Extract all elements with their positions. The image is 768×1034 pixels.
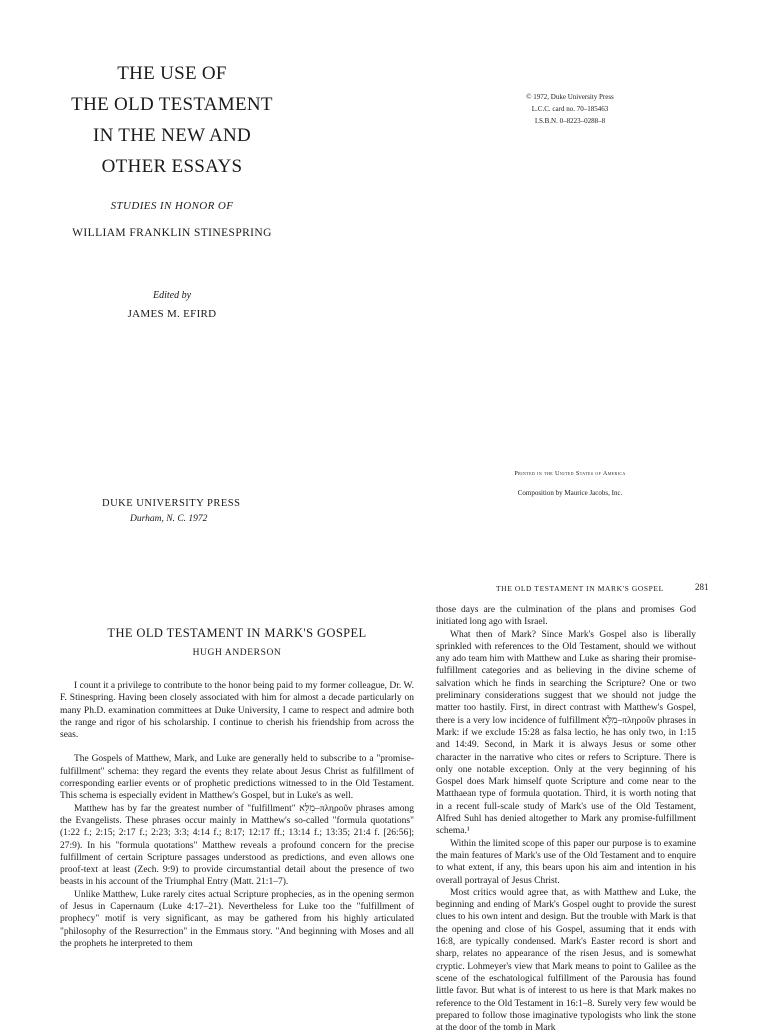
book-title-line: THE OLD TESTAMENT: [71, 94, 273, 115]
editor-name: JAMES M. EFIRD: [127, 308, 217, 320]
copyright-block: [460, 91, 680, 127]
publication-place-year: Durham, N. C. 1972: [130, 514, 208, 524]
paragraph: The Gospels of Matthew, Mark, and Luke are generally held to subscribe to a "promise-fulfillment" schema: they regard the events they relate about Jesus Christ as fulfillment of corresponding earlier events or of prophetic predictions witnessed to in the Old Testament. This schema is especially evident in Matthew's Gospel, but in Luke's as well.: [60, 754, 414, 802]
printed-in-line: Printed in the United States of America: [514, 470, 626, 477]
isbn-line: I.S.B.N. 0–8223–0288–8: [534, 117, 606, 125]
article-author: HUGH ANDERSON: [192, 648, 282, 658]
honoree-name: WILLIAM FRANKLIN STINESPRING: [72, 227, 272, 239]
paragraph: Matthew has by far the greatest number of "fulfillment" מִלֵּא–πληροῦν phrases among the Evangelists. These phrases occur mainly in Matthew's so-called "formula quotations" (1:22 f.; 2:15; 2:17 f.; 2:23; 3:3; 4:14 f.; 8:17; 12:17 ff.; 13:14 f.; 13:35; 21:4 f. [26:56]; 27:9). In his "formula quotations" Matthew reveals a profound concern for the precise fulfillment of certain Scripture passages understood as predictions, and even allows one proof-text at least (Zech. 9:9) to provide circumstantial detail about the presence of two beasts in his account of the Triumphal Entry (Matt. 21:1–7).: [60, 803, 414, 888]
book-title-line: OTHER ESSAYS: [101, 156, 243, 177]
composition-credit: Composition by Maurice Jacobs, Inc.: [517, 489, 623, 497]
subtitle-studies: STUDIES IN HONOR OF: [110, 200, 234, 212]
paragraph: Most critics would agree that, as with Matthew and Luke, the beginning and ending of Mark's Gospel ought to provide the surest clues to his own intent and design. But the trouble with Mark is that the opening and close of his Gospel, assuming that it ends with 16:8, are typically condensed. Mark's Easter record is short and sharp, relates no appearance of the risen Jesus, and is somewhat cryptic. Lohmeyer's view that Mark means to point to Galilee as the scene of the eschatological fulfillment of the Parousia has found little favor. But what is of interest to us here is that Mark makes no reference to the Old Testament in 16:1–8. Surely very few would be prepared to follow those imaginative typologists who link the stone at the door of the tomb in Mark: [436, 887, 696, 1034]
page-number: 281: [695, 582, 709, 592]
lccn-line: L.C.C. card no. 70–185463: [531, 105, 609, 113]
article-title: THE OLD TESTAMENT IN MARK'S GOSPEL: [107, 626, 367, 640]
paragraph: What then of Mark? Since Mark's Gospel also is liberally sprinkled with references to the Old Testament, should we without any ado team him with Matthew and Luke as sharing their promise-fulfillment categories and as believing in the divine scheme of salvation which he finds in searching the Scripture? One or two preliminary considerations suggest that we should not judge the matter too hastily. First, in direct contrast with Matthew's Gospel, there is a very low incidence of fulfillment מִלֵּא–πληροῦν phrases in Mark: if we exclude 15:28 as falsa lectio, he has only two, in 1:15 and 14:49. Second, in Mark it is always Jesus or some other character in the narrative who cites or refers to Scripture. There is only one notable exception. Only at the very beginning of his Gospel does Mark himself quote Scripture and come near to the Matthaean type of formula quotation. Third, it is worth noting that in a recent full-scale study of Mark's use of the Old Testament, Alfred Suhl has denied altogether to Mark any promise-fulfillment schema.¹: [436, 629, 696, 837]
publisher-name: DUKE UNIVERSITY PRESS: [102, 498, 241, 509]
copyright-line: © 1972, Duke University Press: [526, 93, 614, 101]
left-text-column: [60, 680, 414, 1024]
edited-by-label: Edited by: [152, 290, 192, 301]
right-text-column: [436, 604, 696, 1034]
running-head: THE OLD TESTAMENT IN MARK'S GOSPEL: [496, 584, 664, 593]
book-title-line: IN THE NEW AND: [92, 125, 252, 146]
book-title-line: THE USE OF: [117, 63, 227, 84]
paragraph: those days are the culmination of the plans and promises God initiated long ago with Israel.: [436, 605, 696, 628]
paragraph: I count it a privilege to contribute to the honor being paid to my former colleague, Dr. W. F. Stinespring. Having been closely associated with him for almost a decade particularly on many Ph.D. examination committees at Duke University, I came to respect and admire both the range and rigor of his scholarship. I continue to cherish his friendship from across the seas.: [60, 681, 414, 741]
paragraph: Unlike Matthew, Luke rarely cites actual Scripture prophecies, as in the opening sermon of Jesus in Capernaum (Luke 4:17–21). Nevertheless for Luke too the "fulfillment of prophecy" motif is very significant, as may be gathered from his highly articulated "philosophy of the Resurrection" in the Emmaus story. "And beginning with Moses and all the prophets he interpreted to them: [60, 889, 414, 949]
paragraph: Within the limited scope of this paper our purpose is to examine the main features of Mark's use of the Old Testament and to enquire to what extent, if any, this bears upon his aim and intention in his overall portrayal of Jesus Christ.: [436, 838, 696, 886]
book-title: [30, 58, 314, 182]
